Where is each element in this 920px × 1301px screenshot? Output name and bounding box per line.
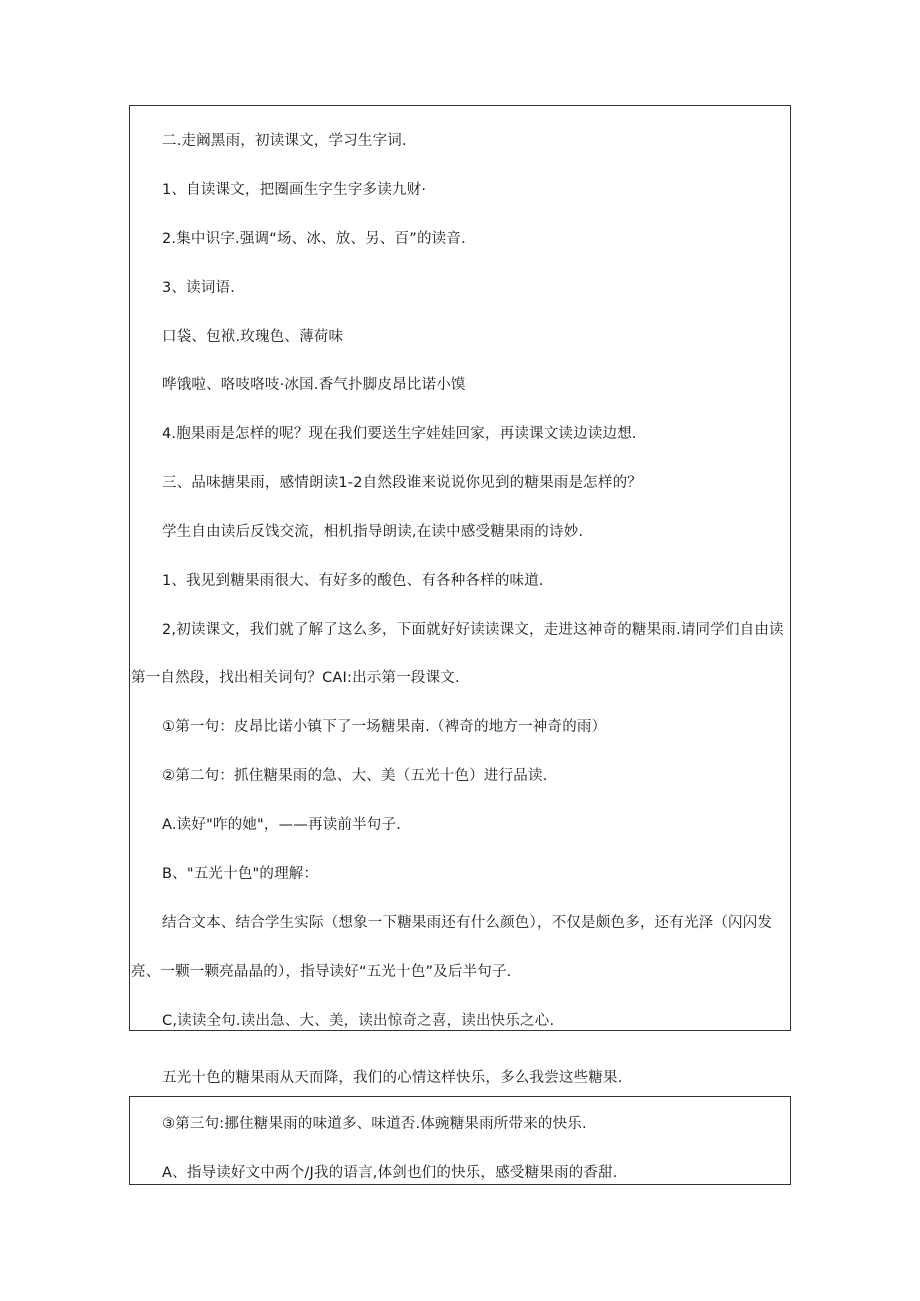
point-1-text: 1、我见到糖果雨很大、有好多的酸色、有各种各样的味道. xyxy=(162,573,544,589)
item-b-text: B、"五光十色"的理解： xyxy=(162,866,319,882)
step-4-text: 4.胞果雨是怎样的呢？现在我们要送生字娃娃回家，再读课文读边读边想. xyxy=(162,426,637,442)
combine-continued: 亮、一颗一颗亮晶晶的），指导读好“五光十色”及后半句子. xyxy=(131,964,512,980)
transition-text: 五光十色的糖果雨从天而降，我们的心情这样快乐，多么我尝这些糖果. xyxy=(162,1070,623,1086)
item-a-guide-text: A、指导读好文中两个/J我的语言,体剑也们的快乐，感受糖果雨的香甜. xyxy=(162,1165,618,1181)
word-list-1: 口袋、包袱.玫瑰色、薄荷味 xyxy=(162,329,344,345)
item-c-text: C,读读全句.读出急、大、美，读出惊奇之喜，读出快乐之心. xyxy=(162,1013,555,1029)
step-2-text: 2.集中识字.强调“场、冰、放、另、百”的读音. xyxy=(162,231,466,247)
section-two-heading: 二.走阚黑雨，初读课文，学习生字词. xyxy=(162,133,407,149)
point-2-continued: 第一自然段，找出相关词句？CAI:出示第一段课文. xyxy=(131,670,460,686)
section-three-heading: 三、品味搪果雨，感情朗读1-2自然段谁来说说你见到的糖果雨是怎样的？ xyxy=(162,475,642,491)
step-1-text: 1、自读课文，把圈画生字生字多读九财· xyxy=(162,182,427,198)
student-reading-text: 学生自由读后反饯交流，相机指导朗读,在读中感受糖果雨的诗妙. xyxy=(162,524,584,540)
point-2-text: 2,初读课文，我们就了解了这么多，下面就好好读读课文，走进这神奇的糖果雨.请同学们自由读 xyxy=(162,622,784,638)
sentence-two-text: ②第二句：抓住糖果雨的急、大、美（五光十色）进行品读. xyxy=(162,768,548,784)
sentence-three-text: ③第三句:挪住糖果雨的味道多、味道否.体豌糖果雨所带来的快乐. xyxy=(162,1116,587,1132)
combine-text: 结合文本、结合学生实际（想象一下糖果雨还有什么颜色），不仅是颇色多，还有光泽（闪闪发 xyxy=(162,915,773,931)
step-3-text: 3、读词语. xyxy=(162,280,236,296)
item-a-text: A.读好"咋的她"，——再读前半句子. xyxy=(162,817,402,833)
word-list-2: 哗饿啦、咯吱咯吱·冰国.香气扑脚皮昂比诺小馍 xyxy=(162,377,466,393)
sentence-one-text: ①第一句：皮昂比诺小镇下了一场糖果南.（裨奇的地方一神奇的雨） xyxy=(162,719,607,735)
